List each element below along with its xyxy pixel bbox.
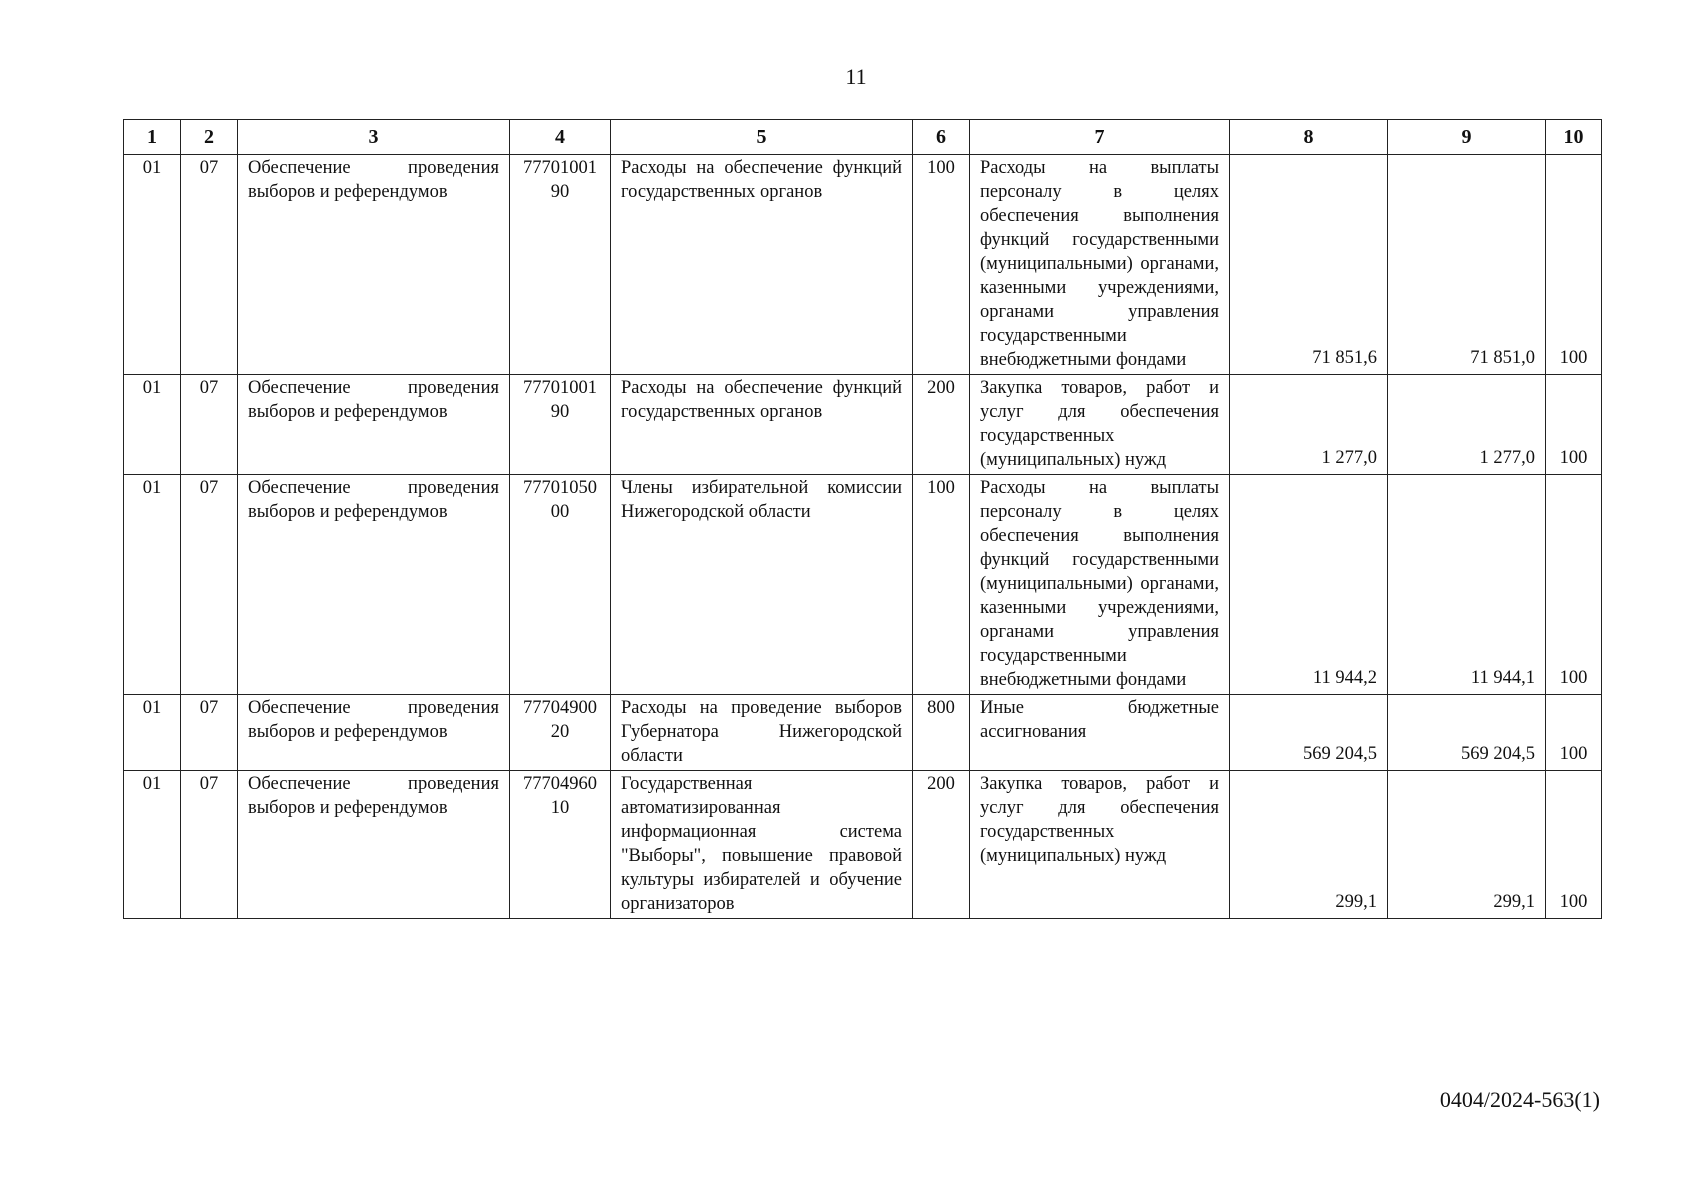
- execution-percent: 100: [1546, 155, 1602, 375]
- target-article-name: Члены избирательной комиссии Нижегородской области: [611, 475, 913, 695]
- target-article-name: [611, 771, 913, 919]
- expense-type-name: Иные бюджетные ассигнования: [970, 695, 1230, 771]
- header-col-2: 2: [181, 120, 238, 155]
- planned-amount: 11 944,2: [1230, 475, 1388, 695]
- header-col-5: 5: [611, 120, 913, 155]
- section-name: Обеспечение проведения выборов и референдумов: [238, 155, 510, 375]
- planned-amount: 569 204,5: [1230, 695, 1388, 771]
- target-article-name: Расходы на проведение выборов Губернатора Нижегородской области: [611, 695, 913, 771]
- expense-type-code: 200: [913, 375, 970, 475]
- table-row: [124, 375, 1602, 475]
- section-code: 01: [124, 475, 181, 695]
- execution-percent: 100: [1546, 375, 1602, 475]
- execution-percent: 100: [1546, 771, 1602, 919]
- target-article-code: 7770496010: [510, 771, 611, 919]
- section-name: Обеспечение проведения выборов и референдумов: [238, 771, 510, 919]
- header-row: [124, 120, 1602, 155]
- page-number: 11: [845, 64, 867, 89]
- planned-amount: 71 851,6: [1230, 155, 1388, 375]
- header-col-4: 4: [510, 120, 611, 155]
- target-article-name: Расходы на обеспечение функций государственных органов: [611, 375, 913, 475]
- document-id: 0404/2024-563(1): [1439, 1087, 1600, 1112]
- expense-type-name: Закупка товаров, работ и услуг для обеспечения государственных (муниципальных) нужд: [970, 771, 1230, 919]
- executed-amount: 299,1: [1388, 771, 1546, 919]
- section-code: 01: [124, 155, 181, 375]
- header-col-7: 7: [970, 120, 1230, 155]
- section-code: 01: [124, 375, 181, 475]
- expense-type-name: Закупка товаров, работ и услуг для обеспечения государственных (муниципальных) нужд: [970, 375, 1230, 475]
- executed-amount: 1 277,0: [1388, 375, 1546, 475]
- expense-type-code: 200: [913, 771, 970, 919]
- header-col-8: 8: [1230, 120, 1388, 155]
- planned-amount: 1 277,0: [1230, 375, 1388, 475]
- executed-amount: 11 944,1: [1388, 475, 1546, 695]
- subsection-code: 07: [181, 375, 238, 475]
- table-row: [124, 695, 1602, 771]
- table-row: [124, 475, 1602, 695]
- table-row: [124, 771, 1602, 919]
- budget-table: [123, 119, 1602, 919]
- target-article-name: Расходы на обеспечение функций государственных органов: [611, 155, 913, 375]
- section-code: 01: [124, 695, 181, 771]
- expense-type-code: 800: [913, 695, 970, 771]
- header-col-1: 1: [124, 120, 181, 155]
- header-col-3: 3: [238, 120, 510, 155]
- expense-type-code: 100: [913, 155, 970, 375]
- header-col-10: 10: [1546, 120, 1602, 155]
- subsection-code: 07: [181, 695, 238, 771]
- executed-amount: 569 204,5: [1388, 695, 1546, 771]
- section-name: Обеспечение проведения выборов и референдумов: [238, 475, 510, 695]
- subsection-code: 07: [181, 475, 238, 695]
- target-article-code: 7770100190: [510, 375, 611, 475]
- executed-amount: 71 851,0: [1388, 155, 1546, 375]
- subsection-code: 07: [181, 155, 238, 375]
- subsection-code: 07: [181, 771, 238, 919]
- target-article-name-text: Государственная автоматизированная информационная система "Выборы", повышение правовой культуры избирателей и обучение организаторов: [621, 774, 902, 914]
- table-row: [124, 155, 1602, 375]
- section-code: 01: [124, 771, 181, 919]
- target-article-code: 7770490020: [510, 695, 611, 771]
- header-col-9: 9: [1388, 120, 1546, 155]
- planned-amount: 299,1: [1230, 771, 1388, 919]
- section-name: Обеспечение проведения выборов и референдумов: [238, 695, 510, 771]
- expense-type-name: Расходы на выплаты персоналу в целях обеспечения выполнения функций государственными (муниципальными) органами, казенными учреждениями, органами управления государственными внебюджетными фондами: [970, 155, 1230, 375]
- expense-type-name: Расходы на выплаты персоналу в целях обеспечения выполнения функций государственными (муниципальными) органами, казенными учреждениями, органами управления государственными внебюджетными фондами: [970, 475, 1230, 695]
- expense-type-code: 100: [913, 475, 970, 695]
- target-article-code: 7770105000: [510, 475, 611, 695]
- header-col-6: 6: [913, 120, 970, 155]
- section-name: Обеспечение проведения выборов и референдумов: [238, 375, 510, 475]
- target-article-code: 7770100190: [510, 155, 611, 375]
- execution-percent: 100: [1546, 475, 1602, 695]
- execution-percent: 100: [1546, 695, 1602, 771]
